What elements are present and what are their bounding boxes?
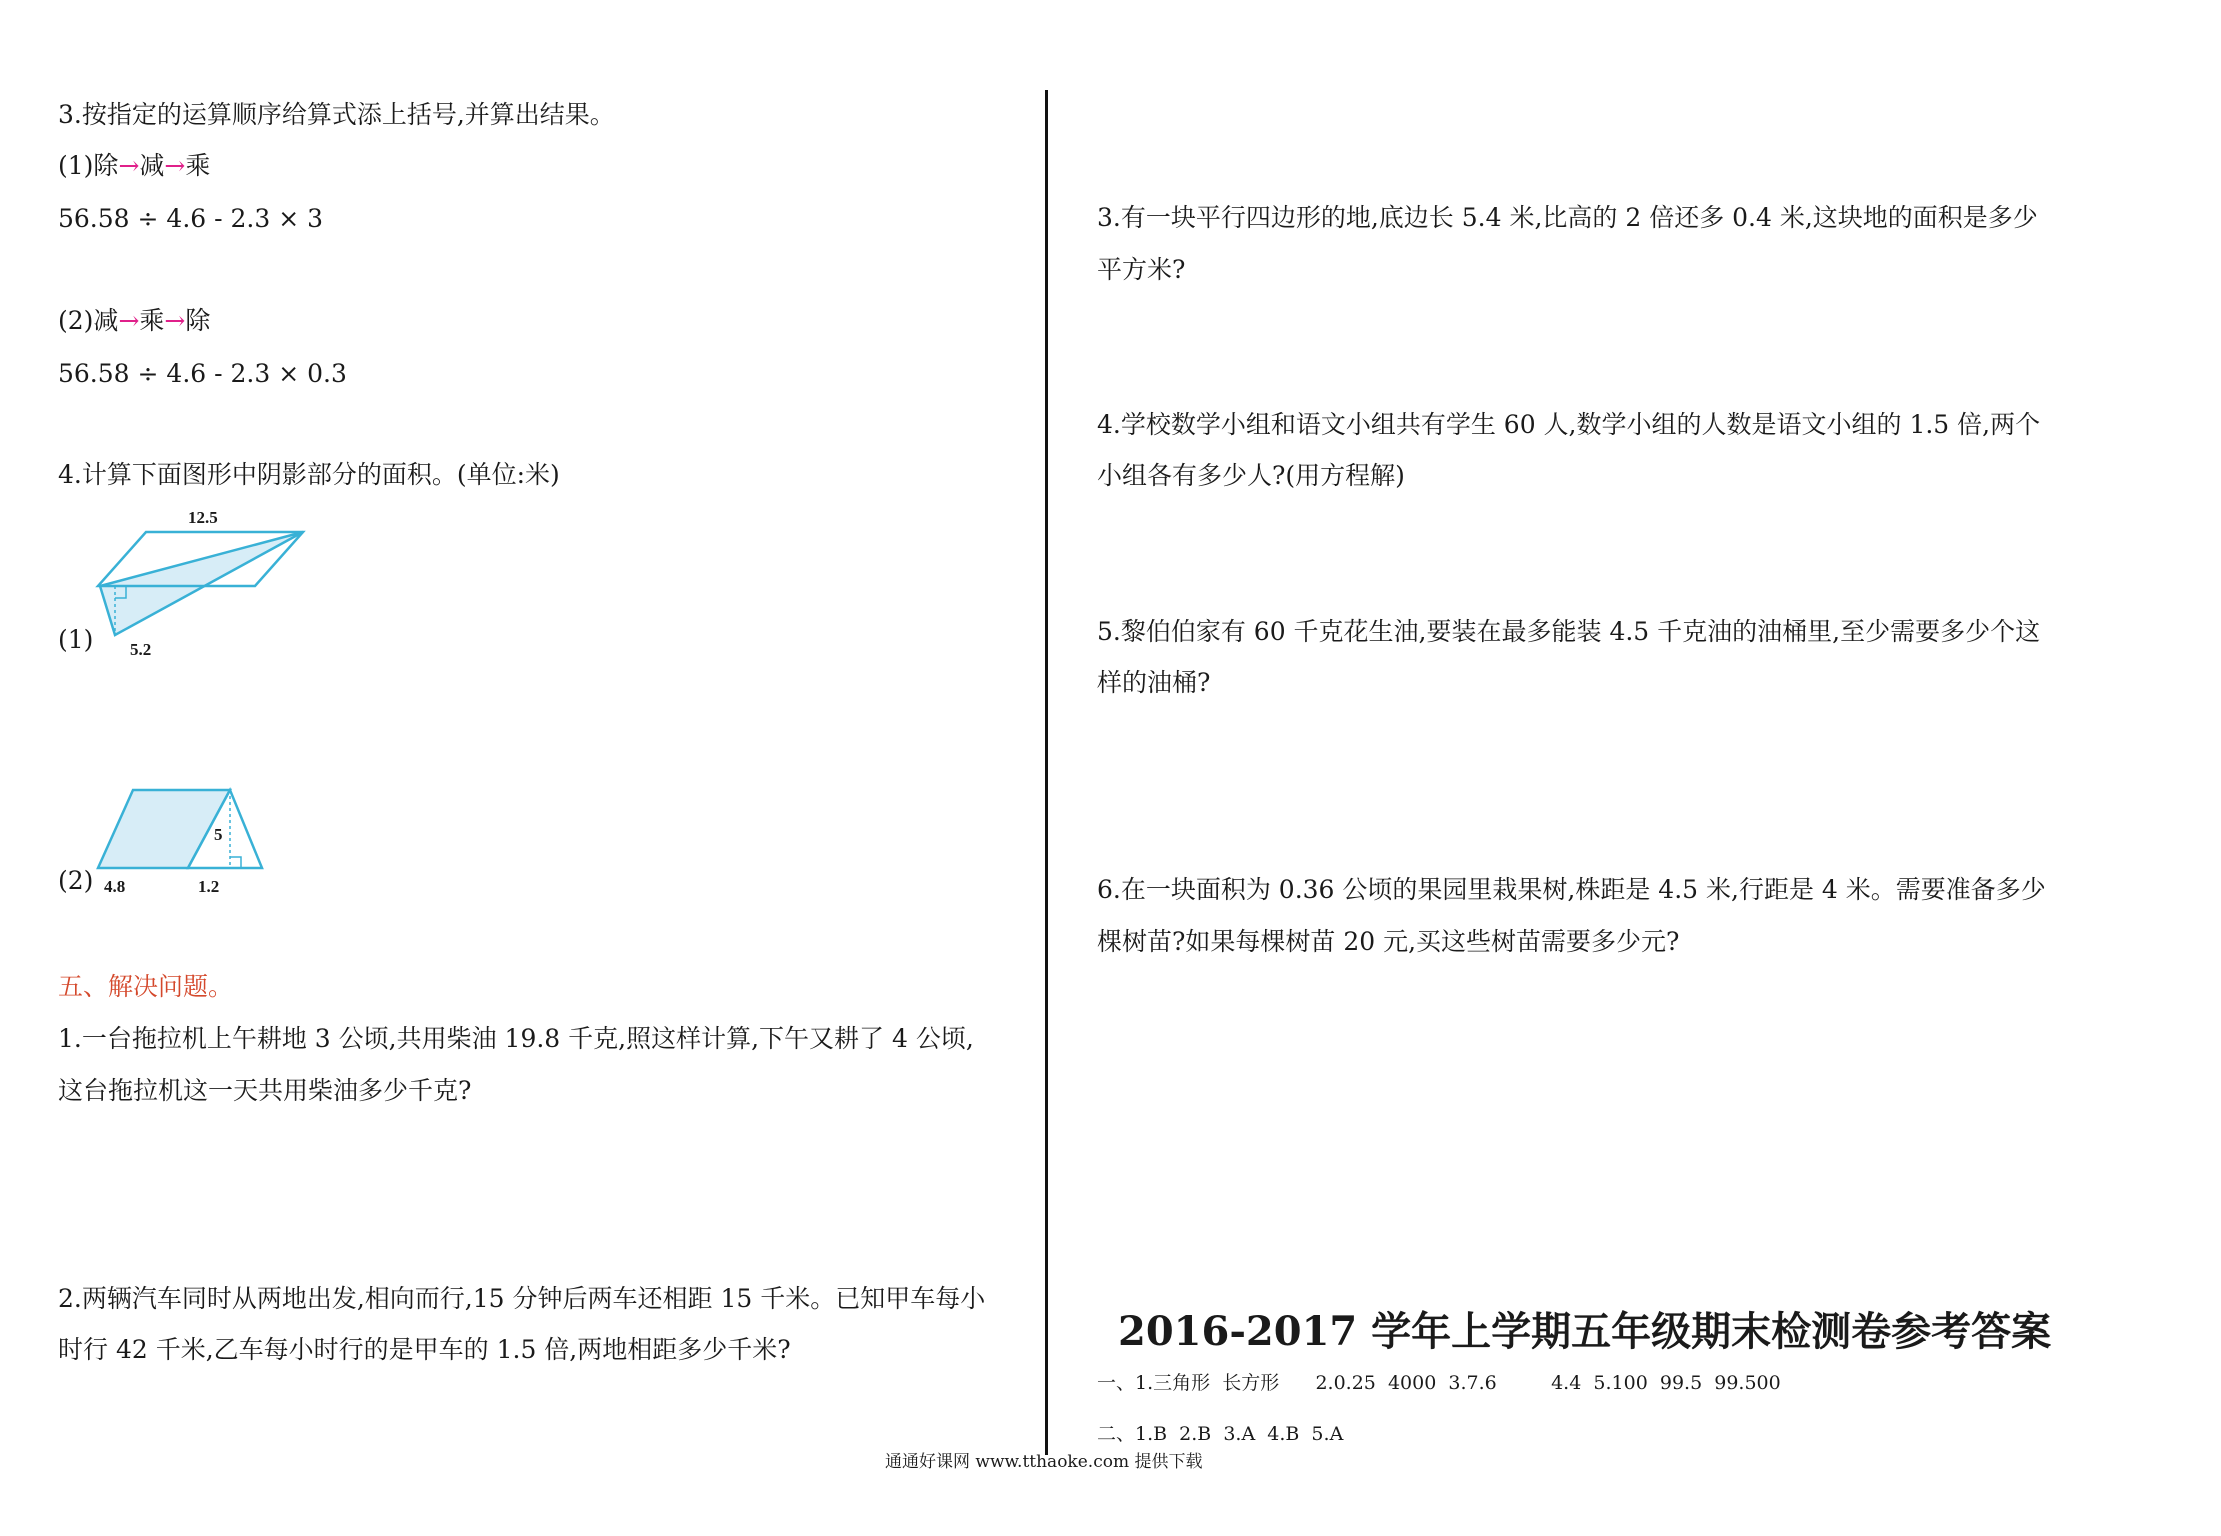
footer-source: 通通好课网 www.tthaoke.com 提供下载 <box>885 1452 1203 1472</box>
q3-1-label: (1) <box>58 151 94 180</box>
figure-2-diagram <box>90 780 290 900</box>
step-2: 乘 <box>139 306 165 335</box>
arrow-icon: → <box>118 306 140 335</box>
q3-2-label: (2) <box>58 306 94 335</box>
figure-1-label: (1) <box>58 625 94 654</box>
problem-3-line-2: 平方米? <box>1097 255 1186 284</box>
problem-3-line-1: 3.有一块平行四边形的地,底边长 5.4 米,比高的 2 倍还多 0.4 米,这块地的面积是多少 <box>1097 203 2038 232</box>
problem-4-line-1: 4.学校数学小组和语文小组共有学生 60 人,数学小组的人数是语文小组的 1.5 倍,两个 <box>1097 410 2041 439</box>
problem-6-line-1: 6.在一块面积为 0.36 公顷的果园里栽果树,株距是 4.5 米,行距是 4 米。需要准备多少 <box>1097 875 2046 904</box>
figure-2-base-left: 4.8 <box>104 877 126 896</box>
step-1: 除 <box>93 151 119 180</box>
answer-key-title: 2016-2017 学年上学期五年级期末检测卷参考答案 <box>1118 1308 2052 1355</box>
q3-1-expression: 56.58 ÷ 4.6 - 2.3 × 3 <box>58 204 324 233</box>
figure-2-height: 5 <box>214 825 223 844</box>
problem-2-line-1: 2.两辆汽车同时从两地出发,相向而行,15 分钟后两车还相距 15 千米。已知甲车每小 <box>58 1284 986 1313</box>
problem-1-line-1: 1.一台拖拉机上午耕地 3 公顷,共用柴油 19.8 千克,照这样计算,下午又耕了 4 公顷, <box>58 1024 974 1053</box>
q3-1-steps <box>58 151 210 181</box>
question-3-title: 3.按指定的运算顺序给算式添上括号,并算出结果。 <box>58 100 615 129</box>
figure-2-base-right: 1.2 <box>198 877 220 896</box>
problem-4-line-2: 小组各有多少人?(用方程解) <box>1097 461 1405 490</box>
section-5-heading: 五、解决问题。 <box>58 972 234 1001</box>
step-2: 减 <box>139 151 165 180</box>
figure-1-top-length: 12.5 <box>188 508 218 527</box>
step-1: 减 <box>93 306 119 335</box>
figure-2-label: (2) <box>58 866 94 895</box>
figure-1-diagram <box>90 505 320 660</box>
answer-key-part-1: 一、1.三角形 长方形 2.0.25 4000 3.7.6 4.4 5.100 99.5 99.500 <box>1097 1372 1781 1394</box>
q3-2-steps <box>58 306 210 336</box>
step-3: 除 <box>185 306 211 335</box>
arrow-icon: → <box>118 151 140 180</box>
q3-2-expression: 56.58 ÷ 4.6 - 2.3 × 0.3 <box>58 359 347 388</box>
figure-1-shaded-region <box>100 532 303 635</box>
answer-key-part-2: 二、1.B 2.B 3.A 4.B 5.A <box>1097 1423 1344 1445</box>
problem-2-line-2: 时行 42 千米,乙车每小时行的是甲车的 1.5 倍,两地相距多少千米? <box>58 1335 791 1364</box>
figure-1-bottom-length: 5.2 <box>130 640 152 659</box>
arrow-icon: → <box>164 151 186 180</box>
question-4-title: 4.计算下面图形中阴影部分的面积。(单位:米) <box>58 460 560 489</box>
step-3: 乘 <box>185 151 211 180</box>
column-divider <box>1045 90 1048 1455</box>
problem-6-line-2: 棵树苗?如果每棵树苗 20 元,买这些树苗需要多少元? <box>1097 927 1680 956</box>
problem-1-line-2: 这台拖拉机这一天共用柴油多少千克? <box>58 1076 472 1105</box>
problem-5-line-2: 样的油桶? <box>1097 668 1211 697</box>
problem-5-line-1: 5.黎伯伯家有 60 千克花生油,要装在最多能装 4.5 千克油的油桶里,至少需要多少个这 <box>1097 617 2041 646</box>
arrow-icon: → <box>164 306 186 335</box>
